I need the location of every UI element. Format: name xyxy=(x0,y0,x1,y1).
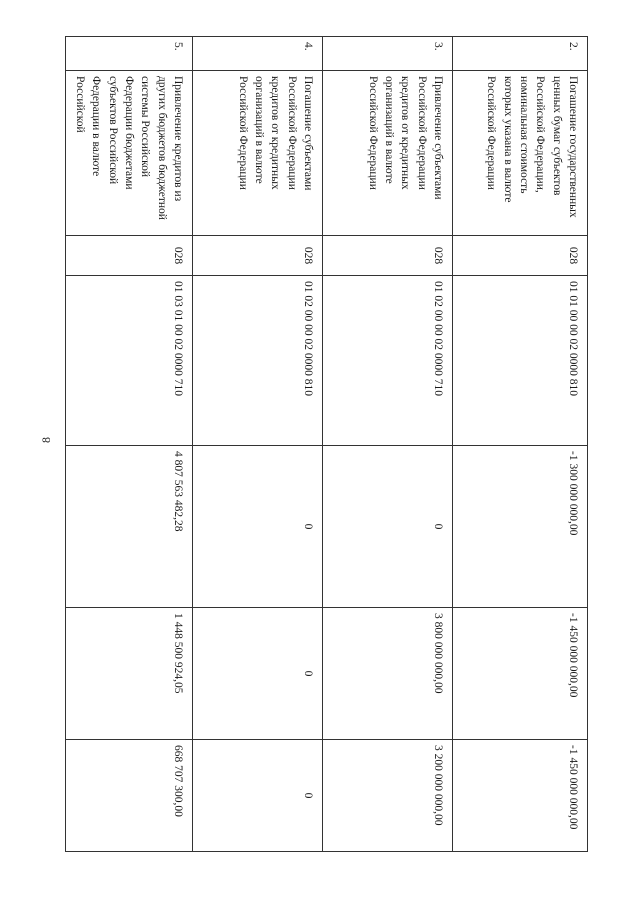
value-year-1: 4 807 563 482,28 xyxy=(65,446,192,608)
value-year-1: 0 xyxy=(193,446,323,608)
value-year-2: 0 xyxy=(193,608,323,740)
budget-classification-code: 01 03 01 00 02 0000 710 xyxy=(65,276,192,446)
value-year-1: -1 300 000 000,00 xyxy=(453,446,588,608)
table-row xyxy=(193,37,323,852)
page-number: 8 xyxy=(39,437,53,443)
value-year-3: 0 xyxy=(193,740,323,852)
row-name: Привлечение субъектами Российской Федерации кредитов от кредитных организаций в валюте Российской Федерации xyxy=(323,71,453,236)
budget-sources-table xyxy=(65,36,588,852)
value-year-2: 3 800 000 000,00 xyxy=(323,608,453,740)
admin-code: 028 xyxy=(323,236,453,276)
row-number: 4. xyxy=(193,37,323,71)
budget-classification-code: 01 02 00 00 02 0000 810 xyxy=(193,276,323,446)
value-year-3: -1 450 000 000,00 xyxy=(453,740,588,852)
value-year-1: 0 xyxy=(323,446,453,608)
admin-code: 028 xyxy=(193,236,323,276)
row-name: Привлечение кредитов из других бюджетов бюджетной системы Российской Федерации бюджетами субъектов Российской Федерации в валюте Российской xyxy=(65,71,192,236)
admin-code: 028 xyxy=(65,236,192,276)
row-number: 5. xyxy=(65,37,192,71)
rotated-table-container xyxy=(68,36,588,851)
table-row xyxy=(323,37,453,852)
table-row xyxy=(65,37,192,852)
value-year-2: -1 450 000 000,00 xyxy=(453,608,588,740)
budget-classification-code: 01 01 00 00 02 0000 810 xyxy=(453,276,588,446)
value-year-2: 1 448 500 924,05 xyxy=(65,608,192,740)
value-year-3: 3 200 000 000,00 xyxy=(323,740,453,852)
row-name: Погашение государственных ценных бумаг субъектов Российской Федерации, номинальная стоимость которых указана в валюте Российской Федерации xyxy=(453,71,588,236)
table-row xyxy=(453,37,588,852)
admin-code: 028 xyxy=(453,236,588,276)
budget-classification-code: 01 02 00 00 02 0000 710 xyxy=(323,276,453,446)
row-number: 3. xyxy=(323,37,453,71)
value-year-3: 668 707 300,00 xyxy=(65,740,192,852)
row-name: Погашение субъектами Российской Федерации кредитов от кредитных организаций в валюте Российской Федерации xyxy=(193,71,323,236)
row-number: 2. xyxy=(453,37,588,71)
